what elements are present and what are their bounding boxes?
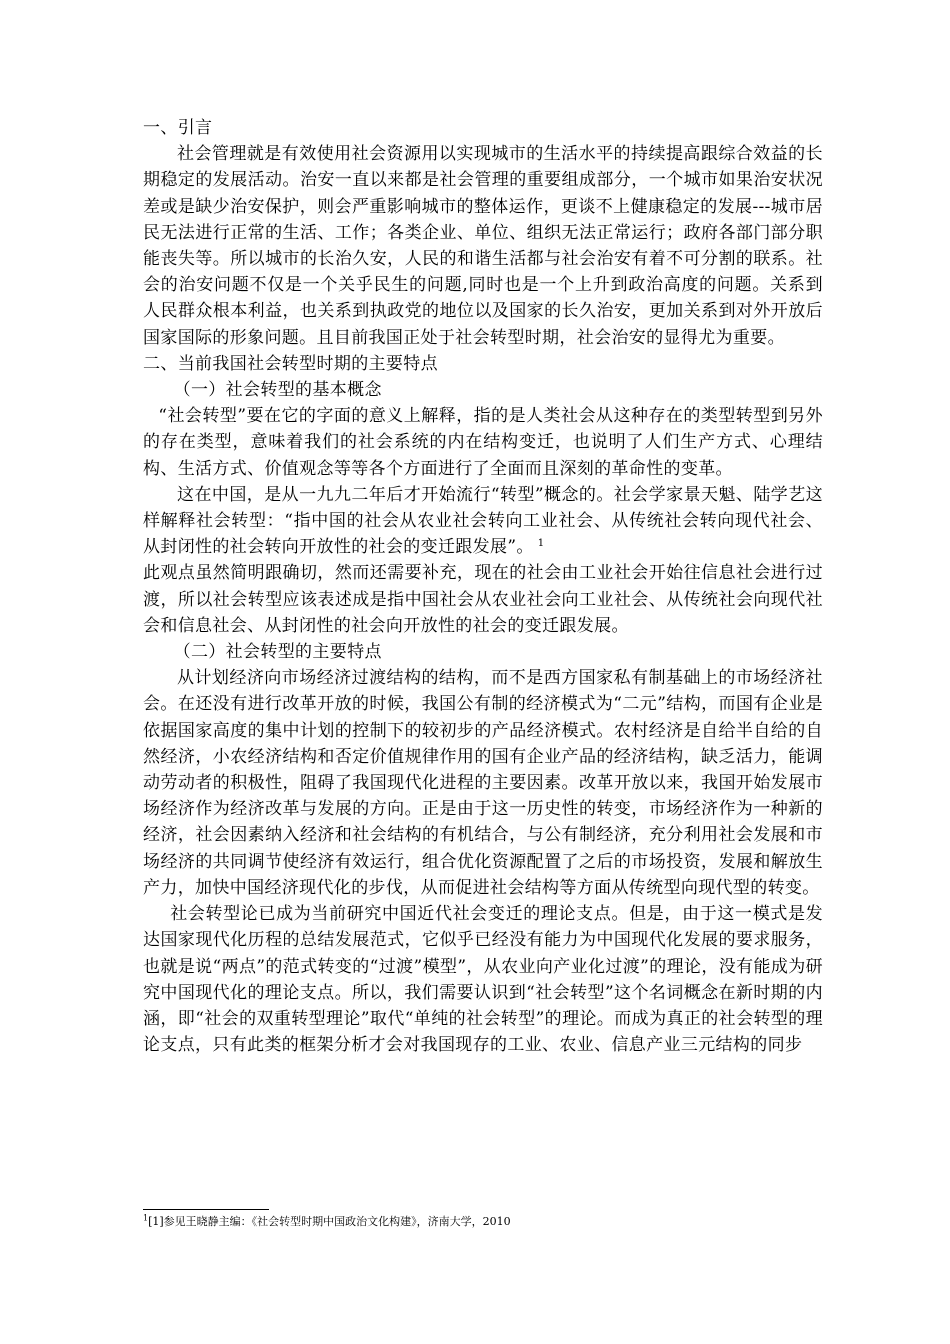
footnote-text: [1]参见王晓静主编：《社会转型时期中国政治文化构建》，济南大学，2010 bbox=[148, 1215, 511, 1228]
paragraph-market-economy: 从计划经济向市场经济过渡结构的结构，而不是西方国家私有制基础上的市场经济社会。在还没有进行改革开放的时候，我国公有制的经济模式为“二元”结构，而国有企业是依据国家高度的集中计划的控制下的较初步的产品经济模式。农村经济是自给半自给的自然经济，小农经济结构和否定价值规律作用的国有企业产品的经济结构，缺乏活力，能调动劳动者的积极性，阻碍了我国现代化进程的主要因素。改革开放以来，我国开始发展市场经济作为经济改革与发展的方向。正是由于这一历史性的转变，市场经济作为一种新的经济，社会因素纳入经济和社会结构的有机结合，与公有制经济，充分利用社会发展和市场经济的共同调节使经济有效运行，组合优化资源配置了之后的市场投资，发展和解放生产力，加快中国经济现代化的步伐，从而促进社会结构等方面从传统型向现代型的转变。 bbox=[143, 668, 823, 898]
paragraph-china-transition-definition bbox=[143, 482, 823, 561]
footnote-separator bbox=[143, 1209, 269, 1210]
paragraph-china-transition-text: 这在中国，是从一九九二年后才开始流行“转型”概念的。社会学家景天魁、陆学艺这样解释社会转型：“指中国的社会从农业社会转向工业社会、从传统社会转向现代社会、从封闭性的社会转向开放性的社会的变迁跟发展”。 bbox=[143, 484, 823, 558]
footnote-reference[interactable]: 1 bbox=[537, 537, 545, 549]
body-text bbox=[143, 115, 823, 1058]
footnote bbox=[143, 1214, 823, 1230]
footnote-marker: 1 bbox=[143, 1213, 149, 1223]
paragraph-transition-theory: 社会转型论已成为当前研究中国近代社会变迁的理论支点。但是，由于这一模式是发达国家现代化历程的总结发展范式，它似乎已经没有能力为中国现代化发展的要求服务，也就是说“两点”的范式转变的“过渡”模型”，从农业向产业化过渡”的理论，没有能成为研究中国现代化的理论支点。所以，我们需要认识到“社会转型”这个名词概念在新时期的内涵，即“社会的双重转型理论”取代“单纯的社会转型”的理论。而成为真正的社会转型的理论支点，只有此类的框架分析才会对我国现存的工业、农业、信息产业三元结构的同步 bbox=[143, 904, 823, 1056]
paragraph-information-society: 此观点虽然简明跟确切，然而还需要补充，现在的社会由工业社会开始往信息社会进行过渡，所以社会转型应该表述成是指中国社会从农业社会向工业社会、从传统社会向现代社会和信息社会、从封闭性的社会向开放性的社会的变迁跟发展。 bbox=[143, 563, 823, 636]
paragraph-introduction: 社会管理就是有效使用社会资源用以实现城市的生活水平的持续提高跟综合效益的长期稳定的发展活动。治安一直以来都是社会管理的重要组成部分，一个城市如果治安状况差或是缺少治安保护，则会严重影响城市的整体运作，更谈不上健康稳定的发展---城市居民无法进行正常的生活、工作；各类企业、单位、组织无法正常运行；政府各部门部分职能丧失等。所以城市的长治久安，人民的和谐生活都与社会治安有着不可分割的联系。社会的治安问题不仅是一个关乎民生的问题,同时也是一个上升到政治高度的问题。关系到人民群众根本利益，也关系到执政党的地位以及国家的长久治安，更加关系到对外开放后国家国际的形象问题。且目前我国正处于社会转型时期，社会治安的显得尤为重要。 bbox=[143, 144, 823, 348]
subsection-heading-main-features: （二）社会转型的主要特点 bbox=[173, 642, 382, 663]
section-heading-introduction: 一、引言 bbox=[143, 118, 213, 138]
paragraph-basic-concept: “社会转型”要在它的字面的意义上解释，指的是人类社会从这种存在的类型转型到另外的存在类型，意味着我们的社会系统的内在结构变迁，也说明了人们生产方式、心理结构、生活方式、价值观念等等各个方面进行了全面而且深刻的革命性的变革。 bbox=[143, 406, 823, 479]
subsection-heading-basic-concept: （一）社会转型的基本概念 bbox=[173, 380, 382, 401]
section-heading-transition-features: 二、当前我国社会转型时期的主要特点 bbox=[143, 353, 438, 374]
